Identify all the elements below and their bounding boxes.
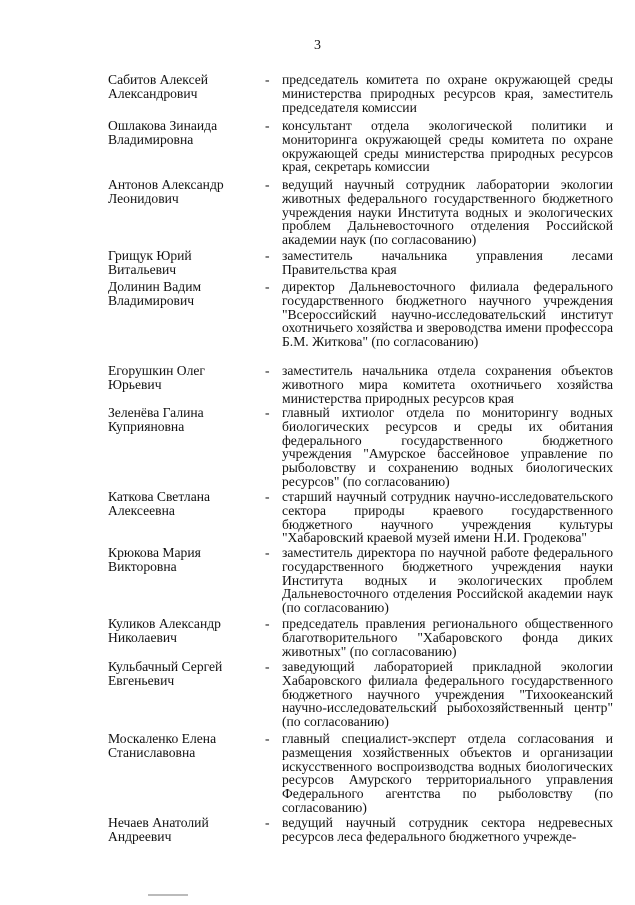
member-surname-name: Куликов Александр	[108, 616, 221, 631]
member-surname-name: Крюкова Мария	[108, 545, 201, 560]
dash-separator: -	[265, 545, 270, 560]
member-role: главный ихтиолог отдела по мониторингу водных биологических ресурсов и среды их обитания федерального государственного бюджетного учреждения "Амурское бассейновое управление по рыболовству и сохранению водных биологических ресурсов" (по согласованию)	[282, 405, 613, 489]
page-number: 3	[314, 38, 321, 53]
member-entry-oshlakova	[108, 119, 613, 174]
member-entry-zeleneva	[108, 406, 613, 489]
member-role: заместитель начальника отдела сохранения объектов животного мира комитета охотничьего хозяйства министерства природных ресурсов края	[282, 363, 613, 406]
member-name	[108, 816, 258, 844]
member-name	[108, 617, 258, 645]
member-entry-kulikov	[108, 617, 613, 658]
member-role: директор Дальневосточного филиала федерального государственного бюджетного научного учреждения "Всероссийский научно-исследовательский институт охотничьего хозяйства и звероводства имени профессора Б.М. Житкова" (по согласованию)	[282, 279, 613, 350]
dash-separator: -	[265, 616, 270, 631]
member-entry-kryukova	[108, 546, 613, 615]
member-entry-egorushkin	[108, 364, 613, 405]
member-entry-dolinin	[108, 280, 613, 349]
dash-separator: -	[265, 659, 270, 674]
dash-separator: -	[265, 489, 270, 504]
member-patronymic: Станиславовна	[108, 744, 196, 760]
member-surname-name: Каткова Светлана	[108, 489, 211, 504]
scan-artifact	[148, 894, 188, 896]
member-surname-name: Ошлакова Зинаида	[108, 118, 218, 133]
member-surname-name: Кульбачный Сергей	[108, 659, 223, 674]
member-name	[108, 119, 258, 147]
member-patronymic: Куприяновна	[108, 418, 185, 434]
member-patronymic: Алексеевна	[108, 502, 175, 518]
member-entry-grishchuk	[108, 249, 613, 277]
member-entry-nechaev	[108, 816, 613, 844]
member-surname-name: Грищук Юрий	[108, 248, 192, 263]
member-name	[108, 660, 258, 688]
dash-separator: -	[265, 815, 270, 830]
member-patronymic: Евгеньевич	[108, 672, 175, 688]
member-role: главный специалист-эксперт отдела согласования и размещения хозяйственных объектов и организации искусственного воспроизводства водных биологических ресурсов Амурского территориального управления Федерального агентства по рыболовству (по согласованию)	[282, 731, 613, 815]
dash-separator: -	[265, 72, 270, 87]
member-patronymic: Леонидович	[108, 190, 179, 206]
member-patronymic: Николаевич	[108, 629, 178, 645]
dash-separator: -	[265, 248, 270, 263]
member-patronymic: Владимирович	[108, 292, 195, 308]
dash-separator: -	[265, 363, 270, 378]
member-patronymic: Александрович	[108, 85, 198, 101]
member-surname-name: Антонов Александр	[108, 177, 224, 192]
member-role: председатель правления регионального общественного благотворительного "Хабаровского фонда диких животных" (по согласованию)	[282, 616, 613, 659]
member-surname-name: Долинин Вадим	[108, 279, 202, 294]
member-entry-sabitov	[108, 73, 613, 114]
member-name	[108, 178, 258, 206]
member-name	[108, 406, 258, 434]
member-entry-antonov	[108, 178, 613, 247]
member-surname-name: Сабитов Алексей	[108, 72, 209, 87]
dash-separator: -	[265, 279, 270, 294]
member-surname-name: Нечаев Анатолий	[108, 815, 209, 830]
member-entry-moskalenko	[108, 732, 613, 815]
member-patronymic: Андреевич	[108, 828, 172, 844]
dash-separator: -	[265, 177, 270, 192]
member-patronymic: Юрьевич	[108, 376, 162, 392]
member-surname-name: Зеленёва Галина	[108, 405, 204, 420]
member-role: заведующий лабораторией прикладной экологии Хабаровского филиала федерального государственного бюджетного научного учреждения "Тихоокеанский научно-исследовательский рыбохозяйственный центр" (по согласованию)	[282, 659, 613, 730]
dash-separator: -	[265, 118, 270, 133]
member-entry-katkova	[108, 490, 613, 545]
dash-separator: -	[265, 731, 270, 746]
dash-separator: -	[265, 405, 270, 420]
member-surname-name: Москаленко Елена	[108, 731, 217, 746]
member-role: заместитель директора по научной работе федерального государственного бюджетного учреждения науки Института водных и экологических проблем Дальневосточного отделения Российской академии наук (по согласованию)	[282, 545, 613, 616]
member-name	[108, 280, 258, 308]
member-patronymic: Витальевич	[108, 261, 177, 277]
member-name	[108, 249, 258, 277]
member-surname-name: Егорушкин Олег	[108, 363, 205, 378]
member-name	[108, 732, 258, 760]
member-patronymic: Владимировна	[108, 131, 194, 147]
member-role: старший научный сотрудник научно-исследовательского сектора природы краевого государственного бюджетного научного учреждения культуры "Хабаровский краевой музей имени Н.И. Гродекова"	[282, 489, 613, 546]
member-role: председатель комитета по охране окружающей среды министерства природных ресурсов края, заместитель председателя комиссии	[282, 72, 613, 115]
member-name	[108, 546, 258, 574]
member-name	[108, 364, 258, 392]
member-patronymic: Викторовна	[108, 558, 177, 574]
member-name	[108, 490, 258, 518]
member-role: консультант отдела экологической политики и мониторинга окружающей среды комитета по охране окружающей среды министерства природных ресурсов края, секретарь комиссии	[282, 118, 613, 175]
member-role: ведущий научный сотрудник сектора недревесных ресурсов леса федерального бюджетного учрежде-	[282, 815, 613, 844]
member-entry-kulbachny	[108, 660, 613, 729]
member-role: заместитель начальника управления лесами Правительства края	[282, 248, 613, 277]
member-role: ведущий научный сотрудник лаборатории экологии животных федерального государственного бюджетного учреждения науки Института водных и экологических проблем Дальневосточного отделения Российской академии наук (по согласованию)	[282, 177, 613, 248]
member-name	[108, 73, 258, 101]
